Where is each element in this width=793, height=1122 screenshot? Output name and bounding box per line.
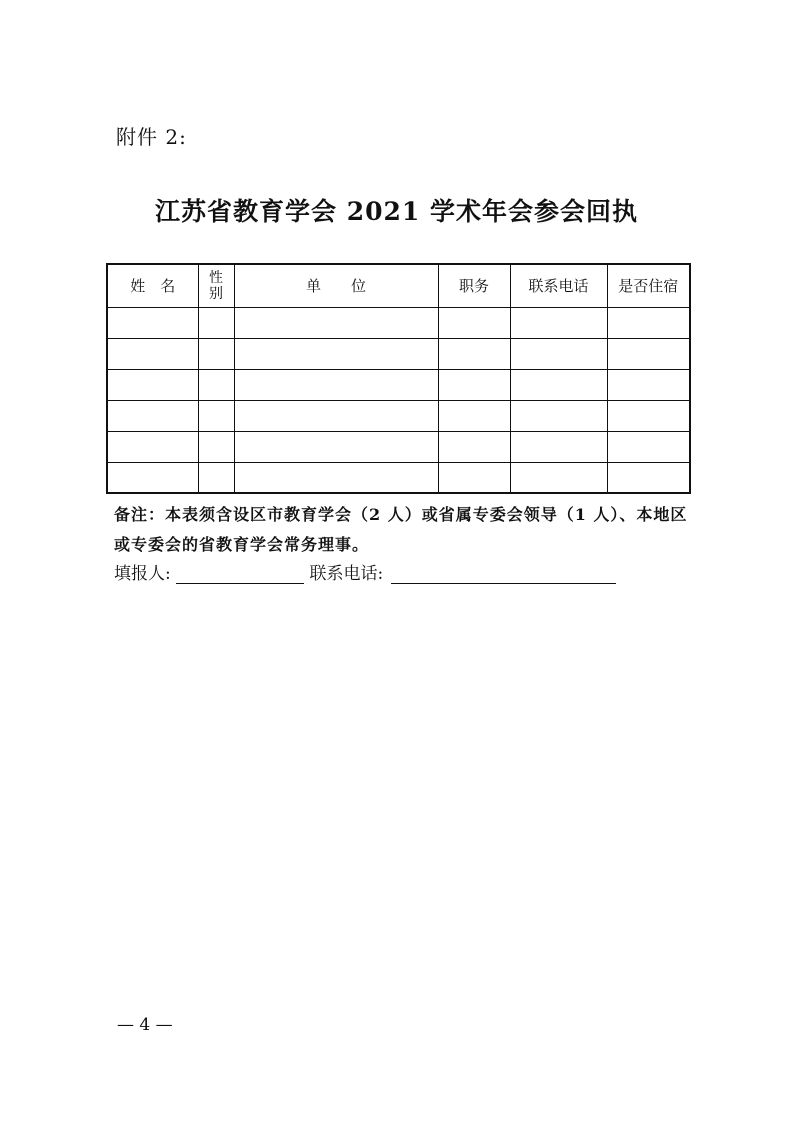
name-cell[interactable] <box>107 431 198 462</box>
page-number: — 4 — <box>117 1015 173 1035</box>
name-cell[interactable] <box>107 462 198 493</box>
attachment-label: 附件 2: <box>116 125 187 149</box>
position-cell[interactable] <box>438 307 510 338</box>
accommodation-cell[interactable] <box>607 369 690 400</box>
name-cell[interactable] <box>107 400 198 431</box>
unit-cell[interactable] <box>234 369 438 400</box>
name-cell[interactable] <box>107 338 198 369</box>
phone-cell[interactable] <box>510 307 607 338</box>
phone-blank[interactable] <box>391 565 616 584</box>
unit-cell[interactable] <box>234 400 438 431</box>
position-cell[interactable] <box>438 431 510 462</box>
phone-cell[interactable] <box>510 400 607 431</box>
header-phone: 联系电话 <box>510 264 607 307</box>
filler-blank[interactable] <box>176 565 304 584</box>
accommodation-cell[interactable] <box>607 338 690 369</box>
document-title: 江苏省教育学会 2021 学术年会参会回执 <box>155 197 638 226</box>
unit-cell[interactable] <box>234 462 438 493</box>
accommodation-cell[interactable] <box>607 307 690 338</box>
header-name: 姓 名 <box>107 264 198 307</box>
note-text: 备注：本表须含设区市教育学会（2 人）或省属专委会领导（1 人）、本地区或专委会的省教育学会常务理事。 <box>114 505 688 554</box>
gender-cell[interactable] <box>198 431 234 462</box>
phone-cell[interactable] <box>510 431 607 462</box>
name-cell[interactable] <box>107 369 198 400</box>
position-cell[interactable] <box>438 462 510 493</box>
table-row <box>107 400 690 431</box>
phone-label: 联系电话: <box>309 564 384 584</box>
registration-table <box>106 263 691 494</box>
accommodation-cell[interactable] <box>607 431 690 462</box>
header-unit: 单 位 <box>234 264 438 307</box>
gender-cell[interactable] <box>198 307 234 338</box>
table-header-row <box>107 264 690 307</box>
header-gender <box>198 264 234 307</box>
phone-cell[interactable] <box>510 338 607 369</box>
header-position: 职务 <box>438 264 510 307</box>
table-row <box>107 338 690 369</box>
position-cell[interactable] <box>438 338 510 369</box>
position-cell[interactable] <box>438 400 510 431</box>
unit-cell[interactable] <box>234 338 438 369</box>
accommodation-cell[interactable] <box>607 400 690 431</box>
position-cell[interactable] <box>438 369 510 400</box>
gender-cell[interactable] <box>198 462 234 493</box>
table-row <box>107 431 690 462</box>
unit-cell[interactable] <box>234 431 438 462</box>
gender-cell[interactable] <box>198 338 234 369</box>
table-row <box>107 462 690 493</box>
table-row <box>107 369 690 400</box>
gender-cell[interactable] <box>198 369 234 400</box>
gender-cell[interactable] <box>198 400 234 431</box>
filler-line <box>114 562 616 586</box>
phone-cell[interactable] <box>510 369 607 400</box>
name-cell[interactable] <box>107 307 198 338</box>
table-row <box>107 307 690 338</box>
filler-label: 填报人: <box>114 564 171 584</box>
header-accommodation: 是否住宿 <box>607 264 690 307</box>
unit-cell[interactable] <box>234 307 438 338</box>
accommodation-cell[interactable] <box>607 462 690 493</box>
header-gender-label: 性别 <box>209 269 223 302</box>
phone-cell[interactable] <box>510 462 607 493</box>
